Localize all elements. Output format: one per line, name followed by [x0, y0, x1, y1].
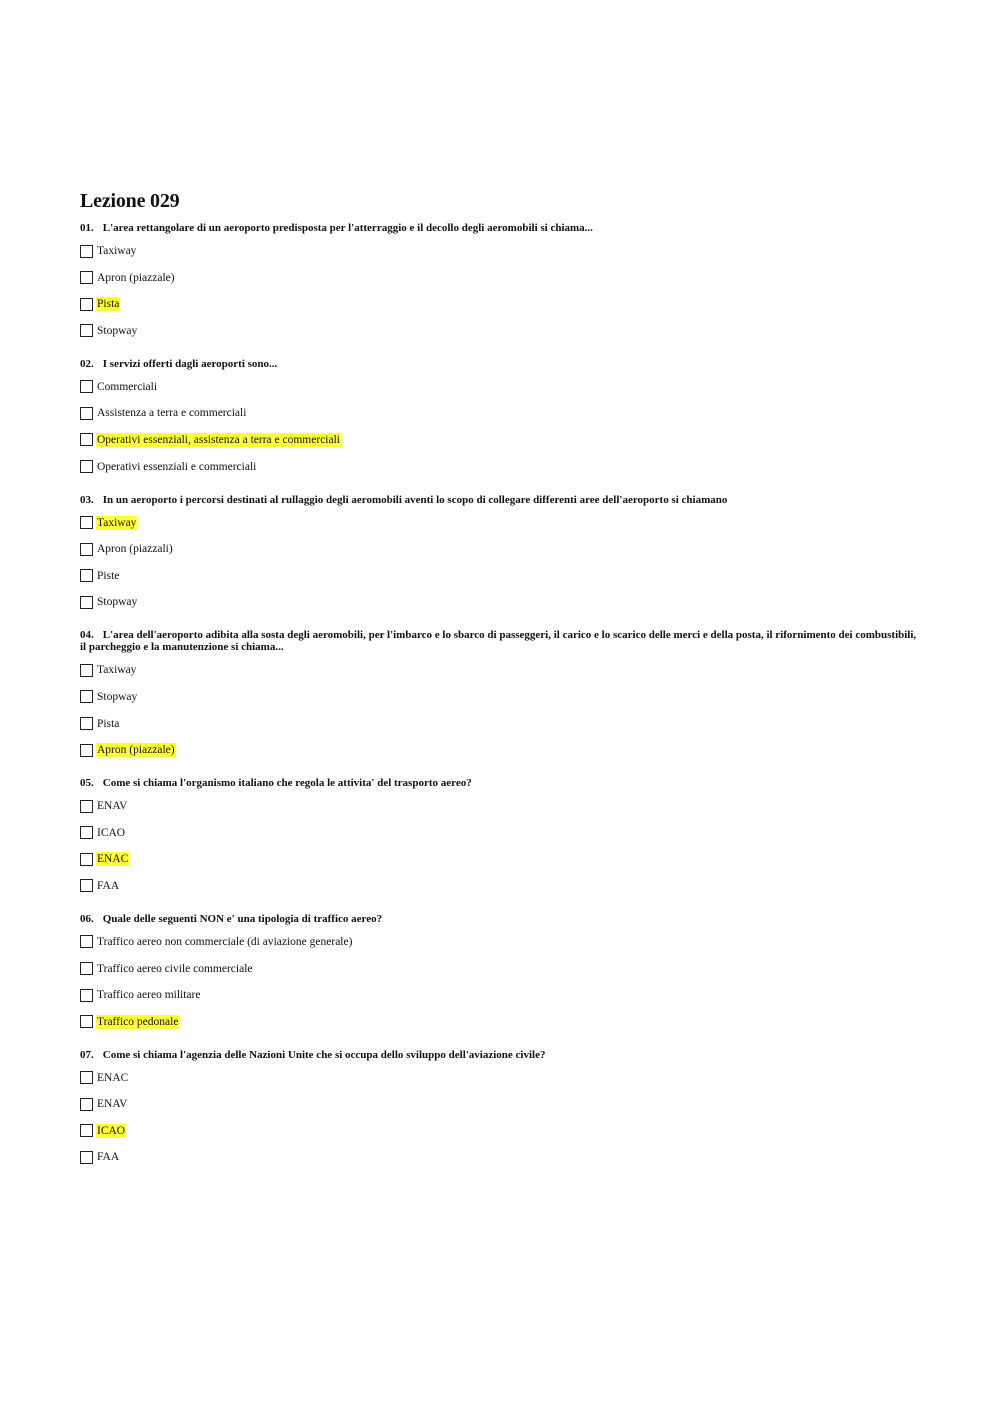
question-prompt: In un aeroporto i percorsi destinati al rullaggio degli aeromobili aventi lo scopo di collegare differenti aree dell'aeroporto si chiamano [102, 493, 728, 506]
question-number: 05. [80, 777, 94, 790]
answer-option[interactable] [80, 1014, 920, 1030]
question-prompt: I servizi offerti dagli aeroporti sono... [102, 357, 278, 370]
checkbox-icon[interactable] [80, 516, 93, 529]
checkbox-icon[interactable] [80, 690, 93, 703]
question-1 [80, 222, 920, 339]
answer-label: Apron (piazzale) [97, 271, 175, 284]
question-4 [80, 629, 920, 758]
question-2 [80, 358, 920, 475]
question-text [80, 222, 920, 234]
checkbox-icon[interactable] [80, 543, 93, 556]
answer-option[interactable] [80, 825, 920, 841]
checkbox-icon[interactable] [80, 1151, 93, 1164]
question-number: 04. [80, 629, 94, 642]
question-number: 03. [80, 493, 94, 506]
answer-option[interactable] [80, 515, 920, 531]
answer-label: ICAO [97, 826, 126, 839]
answer-option[interactable] [80, 798, 920, 814]
answer-option[interactable] [80, 662, 920, 678]
answer-label: ENAV [97, 800, 128, 813]
answer-option[interactable] [80, 934, 920, 950]
answer-option[interactable] [80, 405, 920, 421]
answer-option[interactable] [80, 459, 920, 475]
checkbox-icon[interactable] [80, 433, 93, 446]
answer-option[interactable] [80, 851, 920, 867]
answer-label: Assistenza a terra e commerciali [97, 407, 247, 420]
answer-option[interactable] [80, 541, 920, 557]
checkbox-icon[interactable] [80, 1071, 93, 1084]
checkbox-icon[interactable] [80, 1015, 93, 1028]
answer-option[interactable] [80, 568, 920, 584]
question-6 [80, 913, 920, 1030]
answer-option[interactable] [80, 1070, 920, 1086]
question-number: 02. [80, 357, 94, 370]
answer-label: Traffico aereo non commerciale (di aviazione generale) [97, 935, 353, 948]
question-number: 07. [80, 1048, 94, 1061]
answer-option[interactable] [80, 716, 920, 732]
correct-answer-label: Taxiway [97, 516, 137, 529]
checkbox-icon[interactable] [80, 989, 93, 1002]
checkbox-icon[interactable] [80, 879, 93, 892]
answer-label: Commerciali [97, 380, 158, 393]
question-7 [80, 1049, 920, 1166]
checkbox-icon[interactable] [80, 298, 93, 311]
question-text [80, 358, 920, 370]
checkbox-icon[interactable] [80, 271, 93, 284]
checkbox-icon[interactable] [80, 853, 93, 866]
checkbox-icon[interactable] [80, 1098, 93, 1111]
question-text [80, 913, 920, 925]
question-text [80, 629, 920, 653]
answer-label: Stopway [97, 324, 138, 337]
checkbox-icon[interactable] [80, 460, 93, 473]
answer-option[interactable] [80, 1096, 920, 1112]
question-prompt: Come si chiama l'organismo italiano che regola le attivita' del trasporto aereo? [102, 777, 472, 790]
checkbox-icon[interactable] [80, 962, 93, 975]
answer-label: FAA [97, 879, 120, 892]
correct-answer-label: Pista [97, 298, 120, 311]
answer-option[interactable] [80, 270, 920, 286]
answer-label: Apron (piazzali) [97, 543, 173, 556]
checkbox-icon[interactable] [80, 1124, 93, 1137]
answer-option[interactable] [80, 1149, 920, 1165]
question-5 [80, 777, 920, 894]
correct-answer-label: Operativi essenziali, assistenza a terra e commerciali [97, 433, 340, 446]
answer-option[interactable] [80, 379, 920, 395]
answer-label: ENAV [97, 1098, 128, 1111]
checkbox-icon[interactable] [80, 407, 93, 420]
question-prompt: Quale delle seguenti NON e' una tipologia di traffico aereo? [102, 912, 383, 925]
lesson-title: Lezione 029 [80, 190, 180, 212]
question-text [80, 1049, 920, 1061]
checkbox-icon[interactable] [80, 664, 93, 677]
answer-label: Stopway [97, 690, 138, 703]
answer-label: Taxiway [97, 664, 137, 677]
checkbox-icon[interactable] [80, 826, 93, 839]
question-text [80, 777, 920, 789]
answer-option[interactable] [80, 594, 920, 610]
correct-answer-label: ICAO [97, 1124, 126, 1137]
checkbox-icon[interactable] [80, 744, 93, 757]
checkbox-icon[interactable] [80, 596, 93, 609]
answer-label: FAA [97, 1151, 120, 1164]
answer-option[interactable] [80, 323, 920, 339]
answer-option[interactable] [80, 1123, 920, 1139]
question-prompt: L'area rettangolare di un aeroporto predisposta per l'atterraggio e il decollo degli aeromobili si chiama... [102, 222, 593, 234]
checkbox-icon[interactable] [80, 324, 93, 337]
answer-label: Traffico aereo civile commerciale [97, 962, 253, 975]
answer-label: ENAC [97, 1071, 129, 1084]
answer-option[interactable] [80, 689, 920, 705]
checkbox-icon[interactable] [80, 569, 93, 582]
answer-option[interactable] [80, 742, 920, 758]
question-number: 01. [80, 222, 94, 234]
question-text [80, 494, 920, 506]
answer-option[interactable] [80, 961, 920, 977]
answer-option[interactable] [80, 878, 920, 894]
answer-label: Taxiway [97, 245, 137, 257]
answer-label: Pista [97, 717, 120, 730]
answer-label: Traffico aereo militare [97, 989, 201, 1002]
question-prompt: L'area dell'aeroporto adibita alla sosta degli aeromobili, per l'imbarco e lo sbarco di passeggeri, il carico e lo scarico delle merci e della posta, il rifornimento dei combustibili, il parcheggio e la manutenzione si chiama... [80, 629, 917, 654]
checkbox-icon[interactable] [80, 935, 93, 948]
question-number: 06. [80, 912, 94, 925]
answer-label: Operativi essenziali e commerciali [97, 460, 257, 473]
question-list [80, 222, 920, 1184]
answer-option[interactable] [80, 987, 920, 1003]
checkbox-icon[interactable] [80, 245, 93, 258]
checkbox-icon[interactable] [80, 380, 93, 393]
checkbox-icon[interactable] [80, 717, 93, 730]
question-3 [80, 494, 920, 611]
answer-label: Stopway [97, 596, 138, 609]
answer-option[interactable] [80, 432, 920, 448]
answer-option[interactable] [80, 243, 920, 259]
correct-answer-label: ENAC [97, 853, 129, 866]
checkbox-icon[interactable] [80, 800, 93, 813]
question-prompt: Come si chiama l'agenzia delle Nazioni Unite che si occupa dello sviluppo dell'aviazione civile? [102, 1048, 546, 1061]
answer-label: Piste [97, 569, 120, 582]
correct-answer-label: Apron (piazzale) [97, 744, 175, 757]
answer-option[interactable] [80, 296, 920, 312]
correct-answer-label: Traffico pedonale [97, 1015, 179, 1028]
